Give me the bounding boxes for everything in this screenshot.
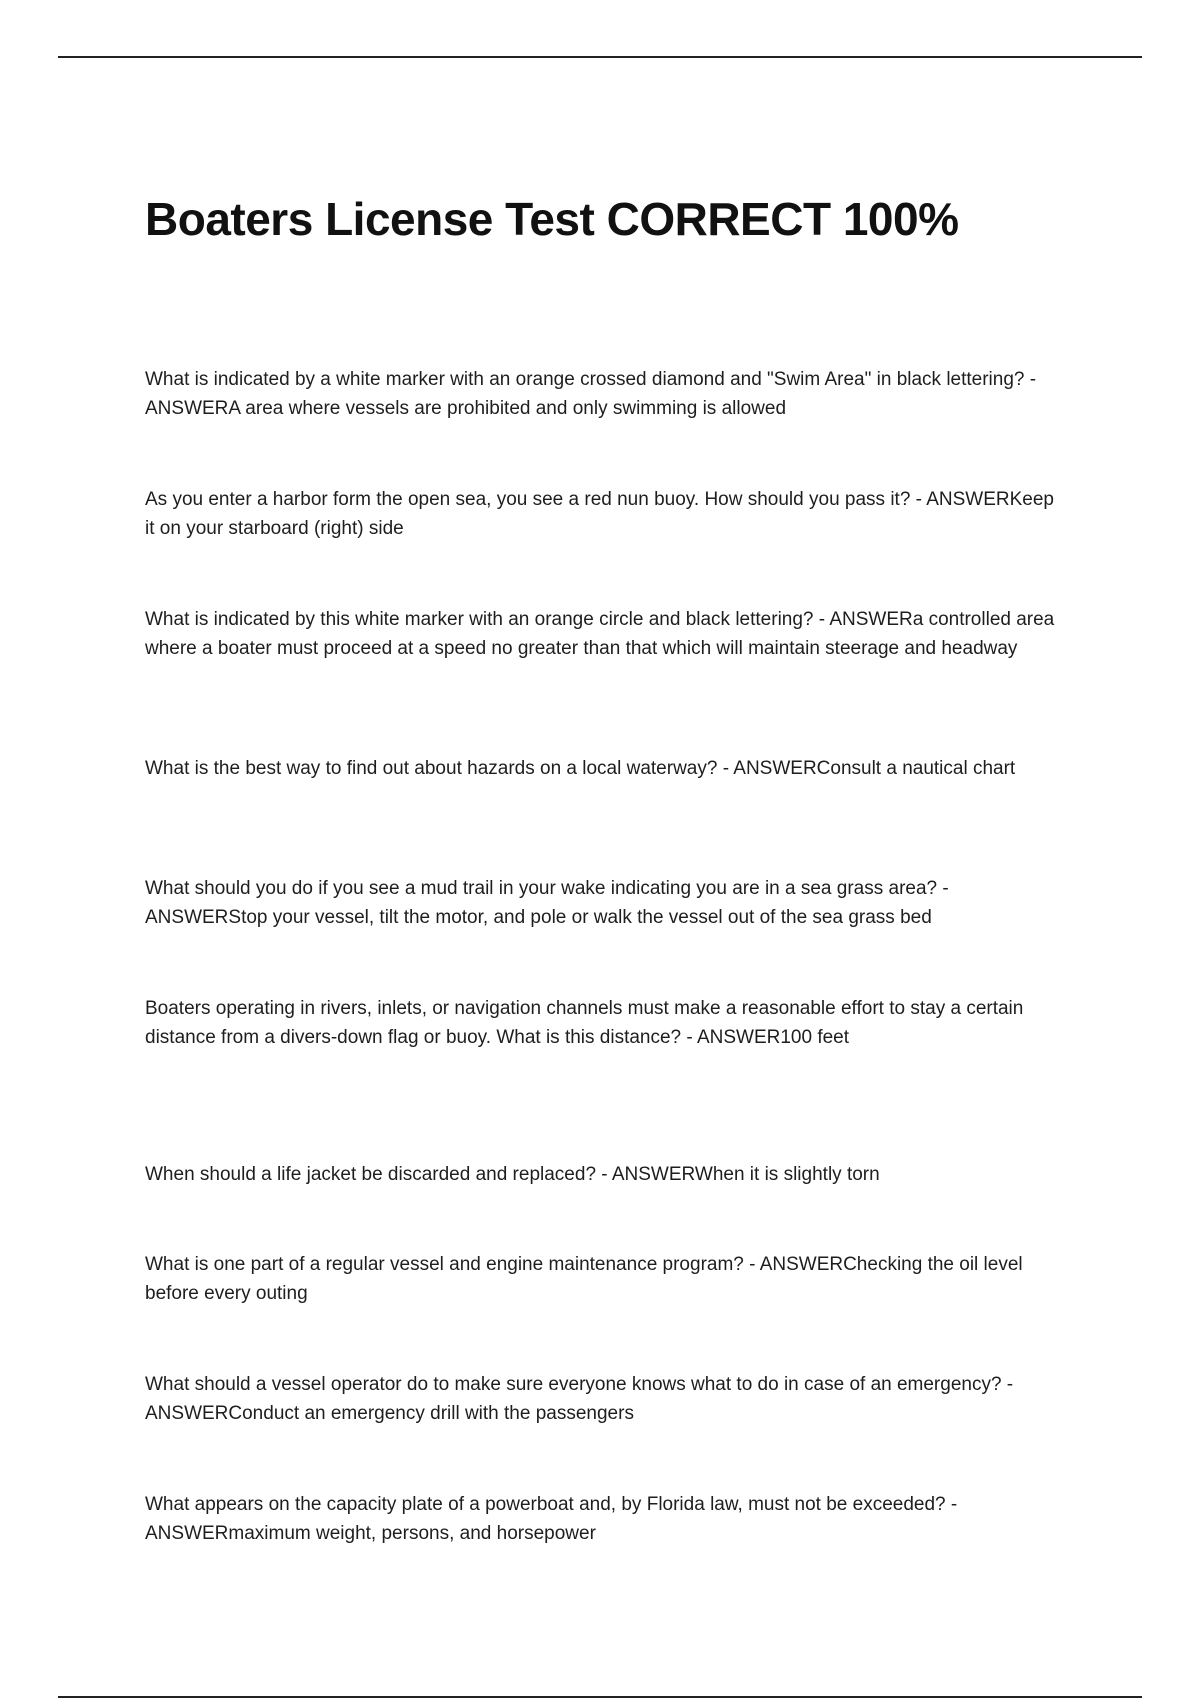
qa-item-10: What appears on the capacity plate of a powerboat and, by Florida law, must not be exceeded? - ANSWERmaximum weight, persons, and horsepower	[145, 1494, 958, 1544]
qa-item-3: What is indicated by this white marker with an orange circle and black lettering? - ANSWERa controlled area where a boater must proceed at a speed no greater than that which will maintain steerage and headway	[145, 609, 1055, 659]
bottom-divider	[58, 1696, 1142, 1698]
qa-item-4: What is the best way to find out about hazards on a local waterway? - ANSWERConsult a nautical chart	[145, 758, 1016, 779]
top-divider	[58, 56, 1142, 58]
qa-item-1: What is indicated by a white marker with an orange crossed diamond and "Swim Area" in black lettering? - ANSWERA area where vessels are prohibited and only swimming is allowed	[145, 369, 1037, 419]
qa-item-5: What should you do if you see a mud trail in your wake indicating you are in a sea grass area? - ANSWERStop your vessel, tilt the motor, and pole or walk the vessel out of the sea grass bed	[145, 878, 949, 928]
qa-item-2: As you enter a harbor form the open sea, you see a red nun buoy. How should you pass it? - ANSWERKeep it on your starboard (right) side	[145, 489, 1054, 539]
qa-item-6: Boaters operating in rivers, inlets, or navigation channels must make a reasonable effort to stay a certain distance from a divers-down flag or buoy. What is this distance? - ANSWER100 feet	[145, 998, 1024, 1048]
qa-item-9: What should a vessel operator do to make sure everyone knows what to do in case of an emergency? - ANSWERConduct an emergency drill with the passengers	[145, 1374, 1014, 1424]
qa-item-7: When should a life jacket be discarded and replaced? - ANSWERWhen it is slightly torn	[145, 1164, 880, 1185]
document-title: Boaters License Test CORRECT 100%	[145, 193, 959, 245]
qa-item-8: What is one part of a regular vessel and engine maintenance program? - ANSWERChecking the oil level before every outing	[145, 1254, 1023, 1304]
